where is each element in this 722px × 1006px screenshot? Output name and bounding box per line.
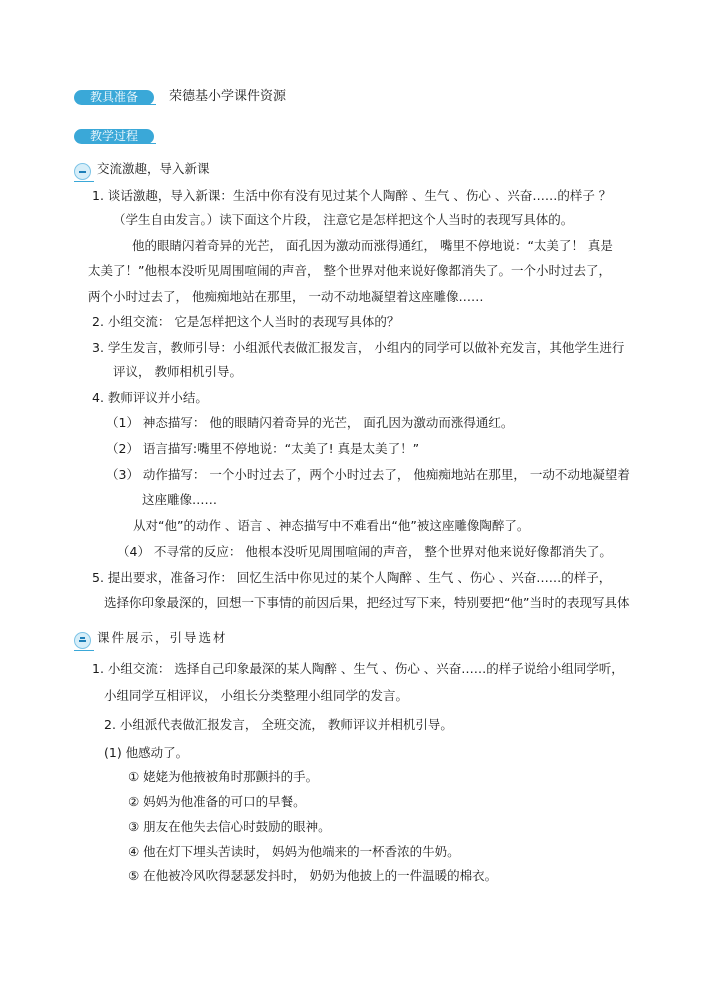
moved-item-4: ④ 他在灯下埋头苦读时， 妈妈为他端来的一杯香浓的牛奶。 bbox=[128, 844, 460, 859]
s1-para4: 4. 教师评议并小结。 bbox=[92, 390, 208, 405]
moved-item-1: ① 姥姥为他掖被角时那颤抖的手。 bbox=[128, 769, 319, 784]
section-two-number-icon bbox=[74, 632, 91, 649]
s1-para5-line1: 5. 提出要求，准备习作： 回忆生活中你见过的某个人陶醉 、生气 、伤心 、兴奋……的样子， bbox=[92, 570, 612, 585]
section-one-underline bbox=[74, 181, 94, 182]
teaching-process-tag: 教学过程 bbox=[74, 129, 154, 144]
s1-para1-line1: 1. 谈话激趣，导入新课：生活中你有没有见过某个人陶醉 、生气 、伤心 、兴奋……的样子 ？ bbox=[92, 188, 612, 203]
resource-title: 荣德基小学课件资源 bbox=[169, 89, 287, 104]
summary-item-1: （1） 神态描写： 他的眼睛闪着奇异的光芒， 面孔因为激动而涨得通红。 bbox=[106, 415, 514, 430]
s1-para3-line1: 3. 学生发言，教师引导：小组派代表做汇报发言， 小组内的同学可以做补充发言，其他学生进行 bbox=[92, 340, 625, 355]
section-one-title: 交流激趣，导入新课 bbox=[97, 161, 210, 176]
summary-item-3-line2: 这座雕像…… bbox=[142, 492, 218, 507]
moved-heading: (1) 他感动了。 bbox=[104, 745, 189, 760]
s2-para1-line2: 小组同学互相评议， 小组长分类整理小组同学的发言。 bbox=[104, 688, 408, 703]
moved-item-3: ③ 朋友在他失去信心时鼓励的眼神。 bbox=[128, 819, 331, 834]
quote-line3: 两个小时过去了， 他痴痴地站在那里， 一动不动地凝望着这座雕像…… bbox=[88, 289, 484, 304]
teaching-tools-tag: 教具准备 bbox=[74, 90, 154, 105]
moved-item-5: ⑤ 在他被冷风吹得瑟瑟发抖时， 奶奶为他披上的一件温暖的棉衣。 bbox=[128, 868, 498, 883]
s1-para5-line2: 选择你印象最深的，回想一下事情的前因后果，把经过写下来，特别要把“他”当时的表现写具体 bbox=[104, 595, 630, 610]
teaching-tools-underline bbox=[120, 104, 156, 105]
s2-para1-line1: 1. 小组交流： 选择自己印象最深的某人陶醉 、生气 、伤心 、兴奋……的样子说给小组同学听， bbox=[92, 661, 624, 676]
section-two-underline bbox=[74, 650, 94, 651]
section-one-number-icon bbox=[74, 163, 91, 180]
summary-item-3-line1: （3） 动作描写： 一个小时过去了，两个小时过去了， 他痴痴地站在那里， 一动不动地凝望着 bbox=[106, 467, 630, 482]
summary-item-4: （4） 不寻常的反应： 他根本没听见周围喧闹的声音， 整个世界对他来说好像都消失了。 bbox=[117, 544, 612, 559]
quote-line1: 他的眼睛闪着奇异的光芒， 面孔因为激动而涨得通红， 嘴里不停地说：“太美了！ 真是 bbox=[132, 238, 613, 253]
s2-para2: 2. 小组派代表做汇报发言， 全班交流， 教师评议并相机引导。 bbox=[104, 717, 453, 732]
section-two-title: 课件展示，引导选材 bbox=[97, 630, 228, 645]
teaching-process-underline bbox=[120, 143, 156, 144]
quote-line2: 太美了！”他根本没听见周围喧闹的声音， 整个世界对他来说好像都消失了。一个小时过去了， bbox=[88, 263, 611, 278]
summary-item-2: （2） 语言描写:嘴里不停地说：“太美了! 真是太美了！” bbox=[106, 441, 420, 456]
s1-para1-line2: （学生自由发言。）读下面这个片段， 注意它是怎样把这个人当时的表现写具体的。 bbox=[113, 212, 574, 227]
moved-item-2: ② 妈妈为他准备的可口的早餐。 bbox=[128, 794, 306, 809]
s1-para3-line2: 评议， 教师相机引导。 bbox=[113, 364, 242, 379]
s1-para2: 2. 小组交流： 它是怎样把这个人当时的表现写具体的？ bbox=[92, 314, 400, 329]
summary-note: 从对“他”的动作 、语言 、神态描写中不难看出“他”被这座雕像陶醉了。 bbox=[133, 518, 530, 533]
